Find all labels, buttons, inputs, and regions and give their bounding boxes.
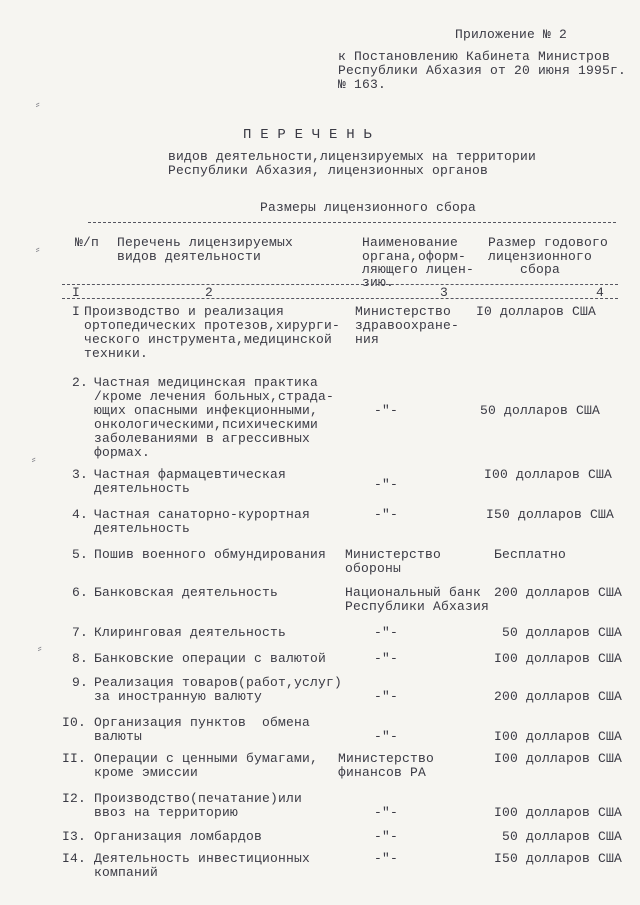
row-organ: -"- <box>374 805 399 820</box>
decree-line-1: к Постановлению Кабинета Министров <box>338 49 611 64</box>
page-title: П Е Р Е Ч Е Н Ь <box>243 127 373 143</box>
table-top-rule <box>88 222 616 223</box>
row-activity: онкологическими,психическими <box>94 417 319 432</box>
row-number: I4. <box>62 851 87 866</box>
row-number: 4. <box>72 507 89 522</box>
row-number: 9. <box>72 675 89 690</box>
col-activity-header-1: Перечень лицензируемых <box>117 235 294 250</box>
row-fee: I00 долларов США <box>494 805 623 820</box>
row-activity: за иностранную валюту <box>94 689 263 704</box>
row-organ: -"- <box>374 851 399 866</box>
col-number-header: №/п <box>75 235 100 250</box>
row-organ: -"- <box>374 403 399 418</box>
col-organ-index: 3 <box>440 285 449 300</box>
row-activity: Производство(печатание)или <box>94 791 303 806</box>
row-number: I2. <box>62 791 87 806</box>
row-organ: финансов РА <box>338 765 427 780</box>
col-activity-index: 2 <box>205 285 214 300</box>
row-organ: -"- <box>374 729 399 744</box>
row-activity: Операции с ценными бумагами, <box>94 751 319 766</box>
row-fee: 50 долларов США <box>502 625 623 640</box>
row-organ: здравоохране- <box>355 318 460 333</box>
row-number: 7. <box>72 625 89 640</box>
decree-line-2: Республики Абхазия от 20 июня 1995г. <box>338 63 627 78</box>
row-activity: ческого инструмента,медицинской <box>84 332 333 347</box>
scan-smudge-icon: ⸗ <box>34 243 42 257</box>
row-fee: I00 долларов США <box>494 651 623 666</box>
row-organ: Национальный банк <box>345 585 482 600</box>
row-activity: формах. <box>94 445 151 460</box>
row-fee: 50 долларов США <box>480 403 601 418</box>
row-fee: I00 долларов США <box>494 729 623 744</box>
row-activity: техники. <box>84 346 149 361</box>
row-organ: Министерство <box>345 547 442 562</box>
row-fee: I0 долларов США <box>476 304 597 319</box>
row-organ: обороны <box>345 561 402 576</box>
row-fee: I00 долларов США <box>494 751 623 766</box>
row-number: 2. <box>72 375 89 390</box>
row-activity: Клиринговая деятельность <box>94 625 287 640</box>
header-rule <box>62 284 618 285</box>
row-organ: Министерство <box>355 304 452 319</box>
row-organ: Министерство <box>338 751 435 766</box>
row-number: I3. <box>62 829 87 844</box>
row-activity: Частная фармацевтическая <box>94 467 287 482</box>
row-fee: 200 долларов США <box>494 689 623 704</box>
row-organ: -"- <box>374 507 399 522</box>
row-activity: ющих опасными инфекционными, <box>94 403 319 418</box>
col-number-index: I <box>72 285 81 300</box>
col-organ-header-1: Наименование <box>362 235 459 250</box>
scan-smudge-icon: ⸗ <box>34 98 42 112</box>
row-organ: -"- <box>374 625 399 640</box>
col-organ-header-3: ляющего лицен- <box>362 262 475 277</box>
appendix-label: Приложение № 2 <box>455 27 568 42</box>
row-activity: Частная медицинская практика <box>94 375 319 390</box>
column-number-rule <box>62 298 618 299</box>
title-sub-1: видов деятельности,лицензируемых на территории <box>168 149 537 164</box>
row-fee: Бесплатно <box>494 547 567 562</box>
scan-smudge-icon: ⸗ <box>30 453 38 467</box>
row-activity: Организация пунктов обмена <box>94 715 311 730</box>
row-fee: 200 долларов США <box>494 585 623 600</box>
row-number: 6. <box>72 585 89 600</box>
row-fee: I50 долларов США <box>486 507 615 522</box>
row-activity: деятельность <box>94 481 191 496</box>
row-number: I0. <box>62 715 87 730</box>
row-organ: -"- <box>374 689 399 704</box>
row-number: II. <box>62 751 87 766</box>
col-fee-header-1: Размер годового <box>488 235 609 250</box>
row-fee: 50 долларов США <box>502 829 623 844</box>
row-number: I <box>72 304 81 319</box>
row-activity: Частная санаторно-курортная <box>94 507 311 522</box>
row-organ: Республики Абхазия <box>345 599 490 614</box>
col-organ-header-2: органа,оформ- <box>362 249 467 264</box>
scan-smudge-icon: ⸗ <box>36 642 44 656</box>
row-activity: заболеваниями в агрессивных <box>94 431 311 446</box>
row-number: 3. <box>72 467 89 482</box>
row-number: 8. <box>72 651 89 666</box>
row-activity: /кроме лечения больных,страда- <box>94 389 335 404</box>
col-organ-header-4: зию. <box>362 275 395 290</box>
row-activity: Банковская деятельность <box>94 585 279 600</box>
row-organ: -"- <box>374 651 399 666</box>
row-activity: компаний <box>94 865 159 880</box>
title-sub-3: Размеры лицензионного сбора <box>260 200 477 215</box>
row-activity: ввоз на территорию <box>94 805 239 820</box>
row-organ: ния <box>355 332 380 347</box>
row-activity: деятельность <box>94 521 191 536</box>
col-fee-header-2: лицензионного <box>488 249 593 264</box>
col-activity-header-2: видов деятельности <box>117 249 262 264</box>
row-activity: Производство и реализация <box>84 304 285 319</box>
row-fee: I00 долларов США <box>484 467 613 482</box>
row-activity: Банковские операции с валютой <box>94 651 327 666</box>
row-activity: Пошив военного обмундирования <box>94 547 327 562</box>
row-activity: Реализация товаров(работ,услуг) <box>94 675 343 690</box>
row-activity: валюты <box>94 729 143 744</box>
col-fee-index: 4 <box>596 285 605 300</box>
row-activity: кроме эмиссии <box>94 765 199 780</box>
row-fee: I50 долларов США <box>494 851 623 866</box>
row-activity: Организация ломбардов <box>94 829 263 844</box>
row-organ: -"- <box>374 477 399 492</box>
row-activity: ортопедических протезов,хирурги- <box>84 318 341 333</box>
decree-line-3: № 163. <box>338 77 387 92</box>
row-activity: Деятельность инвестиционных <box>94 851 311 866</box>
row-organ: -"- <box>374 829 399 844</box>
row-number: 5. <box>72 547 89 562</box>
col-fee-header-3: сбора <box>520 262 561 277</box>
title-sub-2: Республики Абхазия, лицензионных органов <box>168 163 489 178</box>
